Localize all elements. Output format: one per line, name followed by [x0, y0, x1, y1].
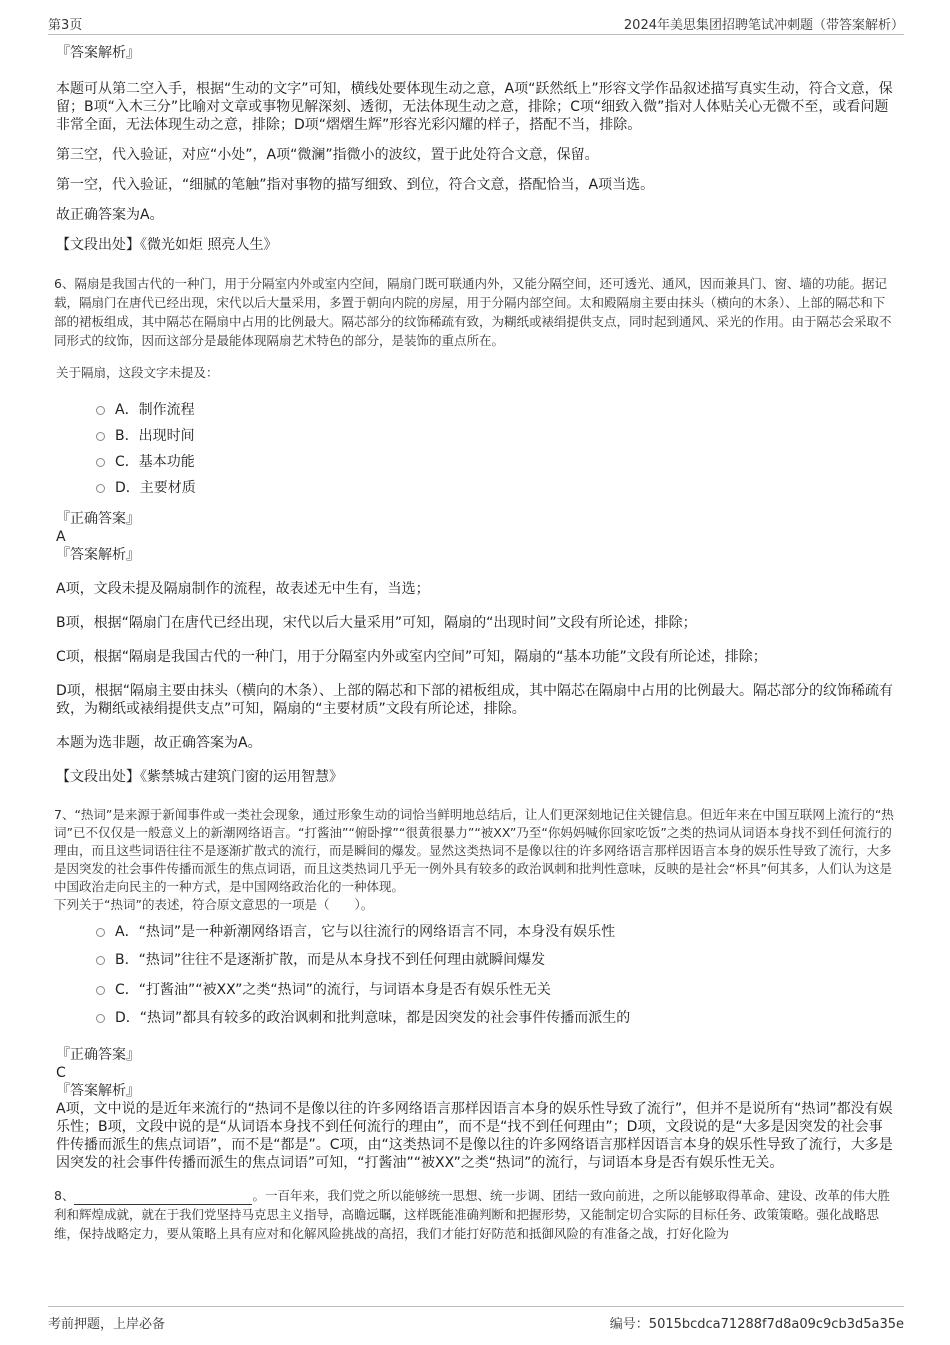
option-label: D．主要材质 [115, 480, 196, 496]
answer-6: A [56, 529, 66, 545]
page-footer [48, 1306, 904, 1332]
option-label: B．“热词”往往不是逐渐扩散，而是从本身找不到任何理由就瞬间爆发 [115, 952, 546, 968]
option-label: C．“打酱油”“被XX”之类“热词”的流行，与词语本身是否有娱乐性无关 [115, 982, 551, 998]
question-7-options [96, 918, 896, 1030]
option-c[interactable] [96, 974, 896, 1004]
option-a[interactable] [96, 396, 896, 422]
question-6-stem: 6、隔扇是我国古代的一种门，用于分隔室内外或室内空间，隔扇门既可联通内外，又能分隔空间，还可透光、通风，因而兼具门、窗、墙的功能。据记载，隔扇门在唐代已经出现，宋代以后大量采用，多置于朝向内院的房屋，用于分隔内部空间。太和殿隔扇主要由抹头（横向的木条）、上部的隔芯和下部的裙板组成，其中隔芯在隔扇中占用的比例最大。隔芯部分的纹饰稀疏有致，为糊纸或裱绢提供支点，同时起到通风、采光的作用。由于隔芯会采取不同形式的纹饰，因而这部分是最能体现隔扇艺术特色的部分，是装饰的重点所在。 [54, 276, 892, 348]
radio-icon[interactable] [96, 406, 105, 415]
document-title: 2024年美思集团招聘笔试冲刺题（带答案解析） [623, 18, 904, 33]
option-label: D．“热词”都具有较多的政治讽刺和批判意味，都是因突发的社会事件传播而派生的 [115, 1010, 631, 1026]
radio-icon[interactable] [96, 928, 105, 937]
footer-slogan: 考前押题，上岸必备 [48, 1317, 166, 1332]
option-c[interactable] [96, 448, 896, 474]
analysis-paragraph: A项，文段未提及隔扇制作的流程，故表述无中生有，当选； [56, 581, 430, 597]
option-label: A．“热词”是一种新潮网络语言，它与以往流行的网络语言不同，本身没有娱乐性 [115, 924, 616, 940]
analysis-label-6: 『答案解析』 [56, 547, 140, 563]
question-8-stem [54, 1186, 896, 1243]
analysis-paragraph: 第一空，代入验证，“细腻的笔触”指对事物的描写细致、到位，符合文意，搭配恰当，A项当选。 [56, 177, 655, 193]
radio-icon[interactable] [96, 432, 105, 441]
question-8-text: 。一百年来，我们党之所以能够统一思想、统一步调、团结一致向前进，之所以能够取得革命、建设、改革的伟大胜利和辉煌成就，就在于我们党坚持马克思主义指导，高瞻远瞩，这样既能准确判断和把握形势，又能制定切合实际的目标任务、政策策略。强化战略思维，保持战略定力，要从策略上具有应对和化解风险挑战的高招，我们才能打好防范和抵御风险的有准备之战，打好化险为 [54, 1188, 890, 1241]
fill-blank[interactable] [74, 1190, 252, 1205]
page-header [48, 12, 904, 35]
option-a[interactable] [96, 918, 896, 944]
option-label: B．出现时间 [115, 428, 195, 444]
question-7-stem: 7、“热词”是来源于新闻事件或一类社会现象，通过形象生动的词恰当鲜明地总结后，让人们更深刻地记住关键信息。但近年来在中国互联网上流行的“热词”已不仅仅是一般意义上的新潮网络语言。“打酱油”“俯卧撑”“很黄很暴力”“被XX”乃至“你妈妈喊你回家吃饭”之类的热词从词语本身找不到任何流行的理由，而且这些词语往往不是逐渐扩散式的流行，而是瞬间的爆发。显然这类热词不是像以往的许多网络语言那样因语言本身的娱乐性导致了流行，大多是因突发的社会事件传播而派生的焦点词语，而且这类热词几乎无一例外具有较多的政治讽刺和批判性意味，反映的是社会“杯具”何其多，人们认为这是中国政治走向民主的一种方式，是中国网络政治化的一种体现。 [54, 807, 894, 894]
analysis-label-5: 『答案解析』 [56, 45, 140, 61]
option-d[interactable] [96, 474, 896, 500]
answer-label-6: 『正确答案』 [56, 511, 140, 527]
source-citation-5: 【文段出处】《微光如炬 照亮人生》 [56, 237, 278, 253]
analysis-paragraph: 本题可从第二空入手，根据“生动的文字”可知，横线处要体现生动之意，A项“跃然纸上”形容文学作品叙述描写真实生动，符合文意，保留；B项“入木三分”比喻对文章或事物见解深刻、透彻，无法体现生动之意，排除；C项“细致入微”指对人体贴关心无微不至，或看问题非常全面，无法体现生动之意，排除；D项“熠熠生辉”形容光彩闪耀的样子，搭配不当，排除。 [56, 81, 893, 133]
question-7-prompt: 下列关于“热词”的表述，符合原文意思的一项是（ ）。 [54, 897, 374, 912]
source-citation-6: 【文段出处】《紫禁城古建筑门窗的运用智慧》 [56, 769, 343, 785]
question-8-number: 8、 [54, 1188, 75, 1203]
question-6-options [96, 396, 896, 500]
radio-icon[interactable] [96, 986, 105, 995]
option-b[interactable] [96, 422, 896, 448]
analysis-paragraph: 第三空，代入验证，对应“小处”，A项“微澜”指微小的波纹，置于此处符合文意，保留。 [56, 147, 599, 163]
analysis-paragraph: C项，根据“隔扇是我国古代的一种门，用于分隔室内外或室内空间”可知，隔扇的“基本功能”文段有所论述，排除； [56, 649, 767, 665]
radio-icon[interactable] [96, 458, 105, 467]
analysis-paragraph: D项，根据“隔扇主要由抹头（横向的木条）、上部的隔芯和下部的裙板组成，其中隔芯在隔扇中占用的比例最大。隔芯部分的纹饰稀疏有致，为糊纸或裱绢提供支点”可知，隔扇的“主要材质”文段有所论述，排除。 [56, 683, 894, 717]
analysis-7: A项，文中说的是近年来流行的“热词不是像以往的许多网络语言那样因语言本身的娱乐性导致了流行”，但并不是说所有“热词”都没有娱乐性；B项，文段中说的是“从词语本身找不到任何流行的理由”，而不是“找不到任何理由”；D项，文段说的是“大多是因突发的社会事件传播而派生的焦点词语”，而不是“都是”。C项，由“这类热词不是像以往的许多网络语言那样因语言本身的娱乐性导致了流行，大多是因突发的社会事件传播而派生的焦点词语”可知，“打酱油”“被XX”之类“热词”的流行，与词语本身是否有娱乐性无关。 [56, 1101, 893, 1171]
radio-icon[interactable] [96, 1014, 105, 1023]
analysis-label-7: 『答案解析』 [56, 1083, 140, 1099]
radio-icon[interactable] [96, 484, 105, 493]
page-content [56, 44, 896, 1243]
document-id: 编号：5015bcdca71288f7d8a09c9cb3d5a35e [609, 1317, 904, 1332]
answer-7: C [56, 1065, 66, 1081]
option-b[interactable] [96, 944, 896, 974]
option-label: C．基本功能 [115, 454, 195, 470]
analysis-paragraph: 故正确答案为A。 [56, 207, 164, 223]
option-d[interactable] [96, 1004, 896, 1030]
answer-label-7: 『正确答案』 [56, 1047, 140, 1063]
question-6-prompt: 关于隔扇，这段文字未提及： [56, 365, 219, 380]
analysis-paragraph: B项，根据“隔扇门在唐代已经出现，宋代以后大量采用”可知，隔扇的“出现时间”文段有所论述，排除； [56, 615, 697, 631]
page-number: 第3页 [48, 18, 83, 33]
option-label: A．制作流程 [115, 402, 195, 418]
analysis-paragraph: 本题为选非题，故正确答案为A。 [56, 735, 262, 751]
radio-icon[interactable] [96, 956, 105, 965]
